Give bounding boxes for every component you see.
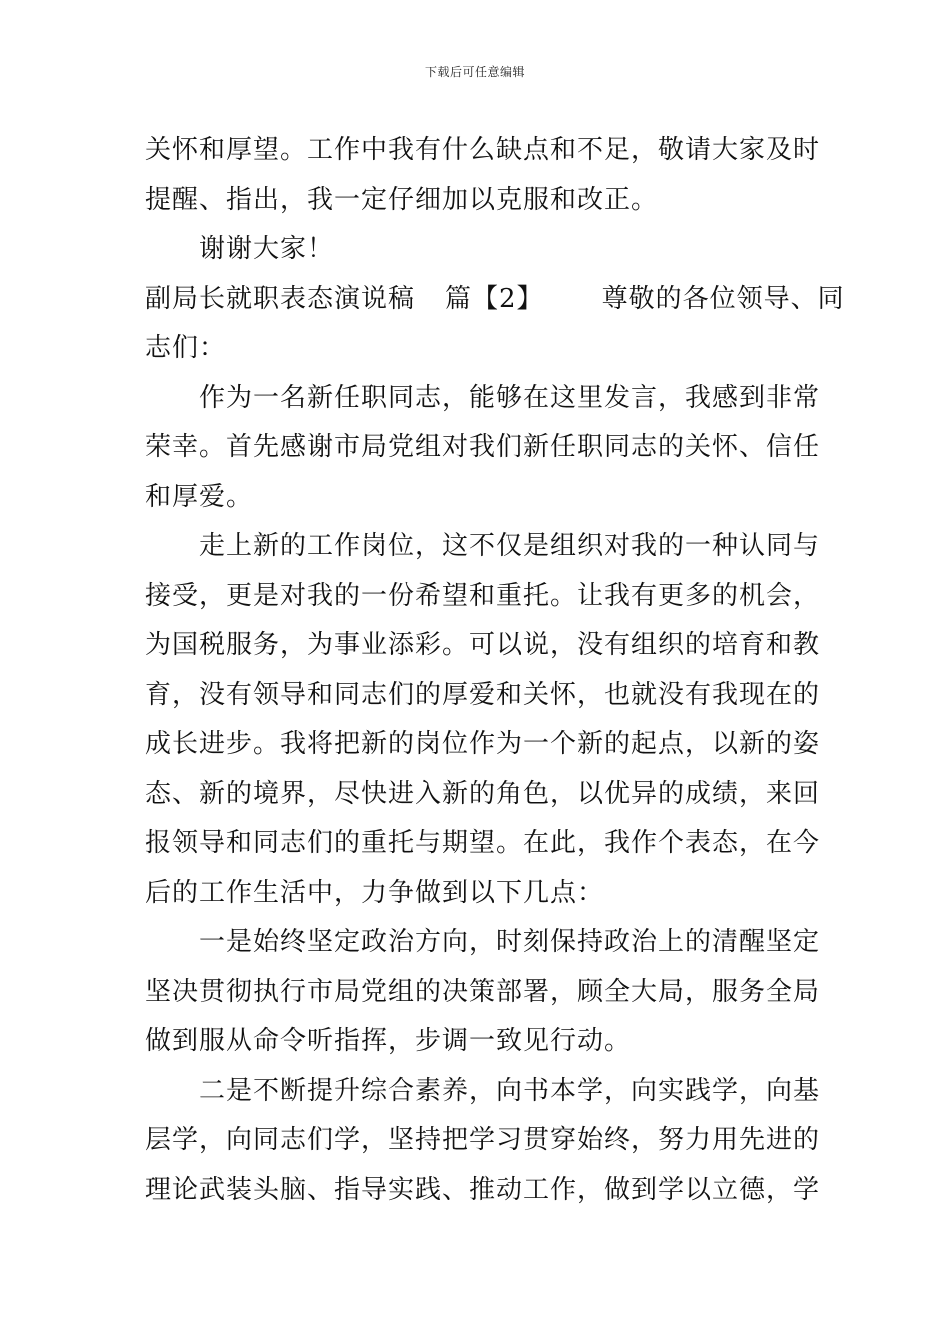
text-line: 走上新的工作岗位，这不仅是组织对我的一种认同与 [199, 531, 821, 561]
text-line: 做到服从命令听指挥，步调一致见行动。 [145, 1026, 632, 1056]
document-body [145, 126, 845, 1215]
text-line: 后的工作生活中，力争做到以下几点： [145, 877, 605, 908]
text-line: 接受，更是对我的一份希望和重托。让我有更多的机会， [145, 580, 821, 611]
text-line: 为国税服务，为事业添彩。可以说，没有组织的培育和教 [145, 630, 821, 660]
text-line: 理论武装头脑、指导实践、推动工作，做到学以立德，学 [145, 1174, 821, 1205]
text-line: 一是始终坚定政治方向，时刻保持政治上的清醒坚定 [199, 927, 821, 957]
salutation-start: 尊敬的各位领导、同 [601, 283, 845, 314]
text-line: 关怀和厚望。工作中我有什么缺点和不足，敬请大家及时 [145, 135, 821, 165]
text-line: 荣幸。首先感谢市局党组对我们新任职同志的关怀、信任 [145, 432, 821, 462]
text-line: 谢谢大家！ [199, 234, 335, 264]
text-line: 和厚爱。 [145, 481, 254, 512]
text-line: 志们： [145, 333, 227, 363]
text-line: 坚决贯彻执行市局党组的决策部署，顾全大局，服务全局 [145, 976, 821, 1007]
text-line: 报领导和同志们的重托与期望。在此，我作个表态，在今 [145, 828, 821, 858]
text-line: 二是不断提升综合素养，向书本学，向实践学，向基 [199, 1075, 821, 1106]
text-line: 成长进步。我将把新的岗位作为一个新的起点，以新的姿 [145, 729, 821, 759]
page-header: 下载后可任意编辑 [424, 65, 525, 79]
section-title: 副局长就职表态演说稿 [145, 283, 416, 314]
section-number: 篇【2】 [445, 283, 544, 314]
text-line: 提醒、指出，我一定仔细加以克服和改正。 [145, 184, 659, 215]
text-line: 态、新的境界，尽快进入新的角色，以优异的成绩，来回 [145, 778, 821, 809]
text-line: 育，没有领导和同志们的厚爱和关怀，也就没有我现在的 [145, 679, 821, 710]
text-line: 作为一名新任职同志，能够在这里发言，我感到非常 [199, 382, 821, 413]
text-line: 层学，向同志们学，坚持把学习贯穿始终，努力用先进的 [145, 1125, 821, 1155]
section-heading-line [145, 275, 845, 325]
